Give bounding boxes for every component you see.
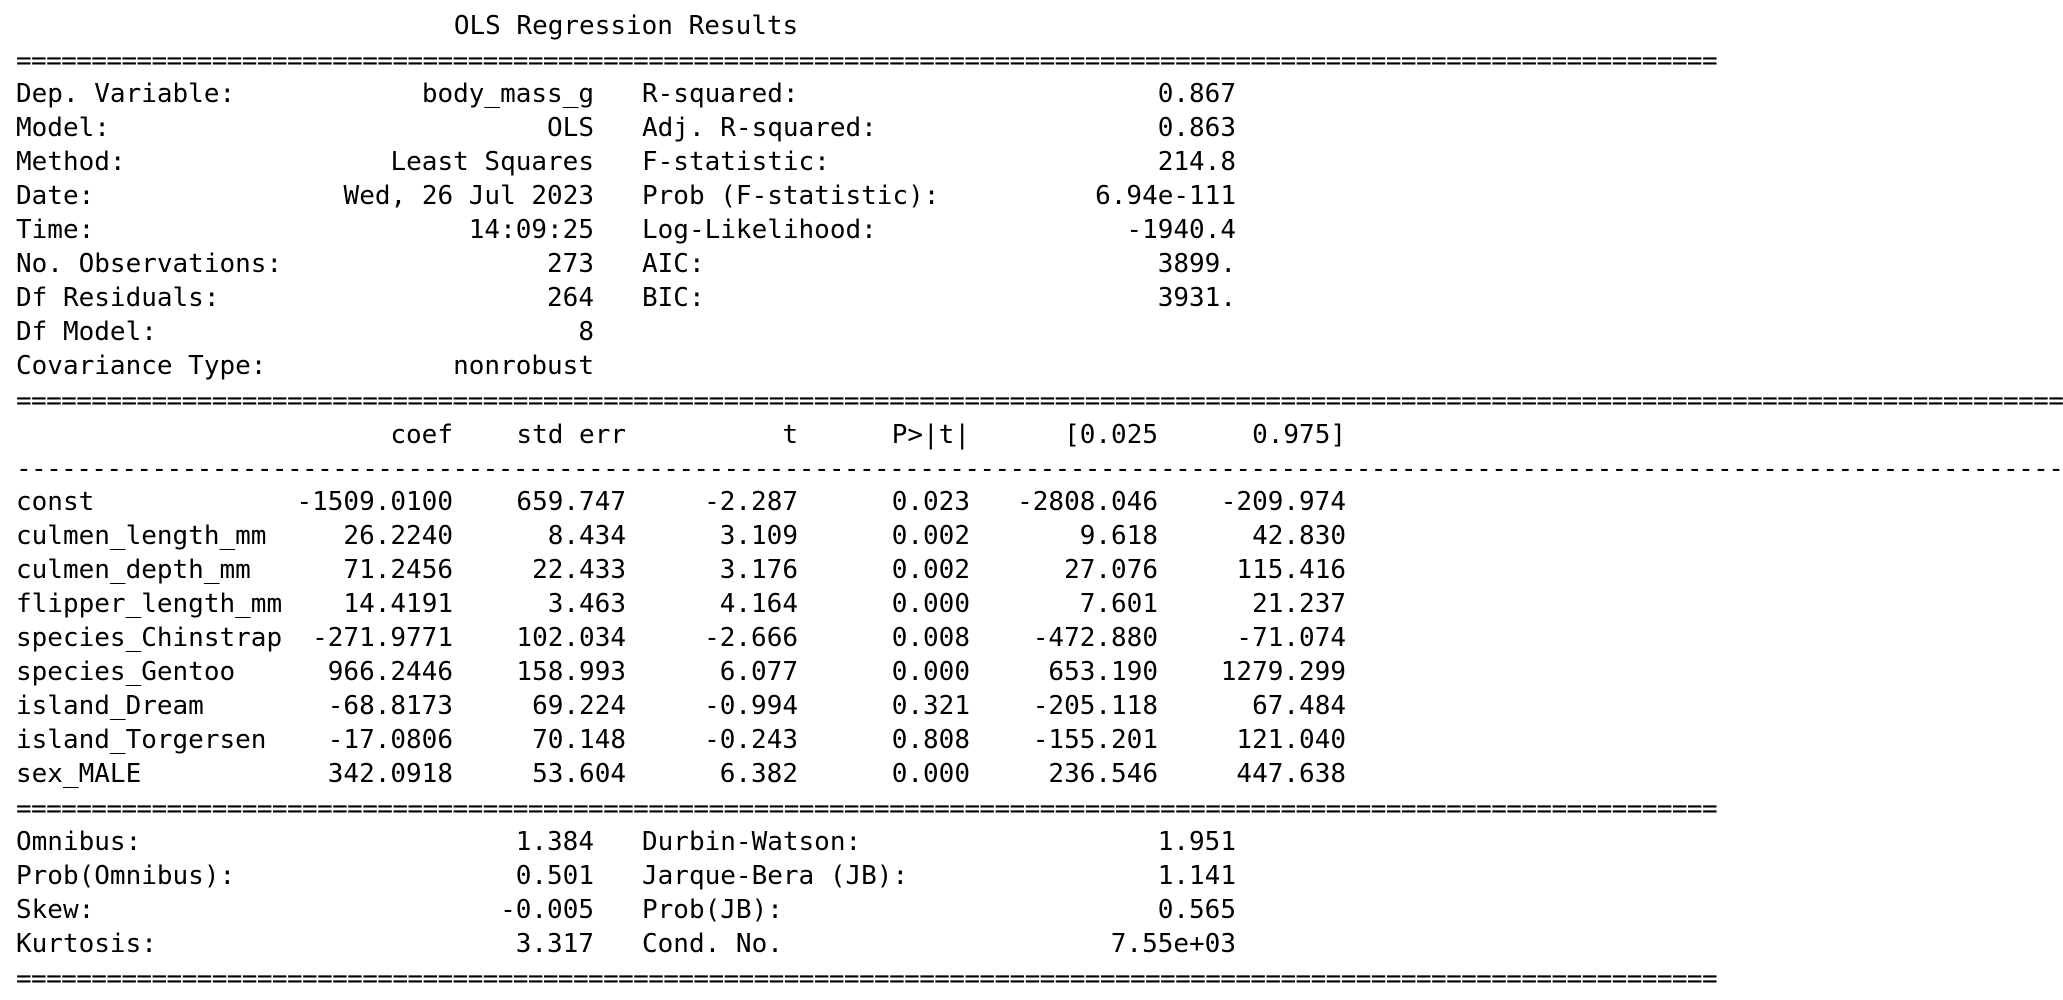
double-rule-diagnostics: ================================================================================================================= [16,794,1718,824]
std-err-value: 659.747 [516,487,626,517]
ci-low-value: -2808.046 [1017,487,1158,517]
std-err-value: 53.604 [532,759,626,789]
model-summary-value-2: 0.867 [1157,79,1236,109]
model-summary-value: OLS [547,113,594,143]
diagnostic-label: Skew: [16,895,95,925]
model-summary-label-2: R-squared: [642,79,799,109]
diagnostic-label: Kurtosis: [16,929,157,959]
model-summary-value: Least Squares [390,147,594,177]
double-rule-bottom: ================================================================================================================= [16,964,1718,994]
diagnostic-value-2: 1.951 [1157,827,1236,857]
t-value: -0.994 [704,691,798,721]
model-summary-label-2: Log-Likelihood: [642,215,877,245]
model-summary-value-2: 3931. [1157,283,1236,313]
ci-high-value: 447.638 [1236,759,1346,789]
model-summary-label: Method: [16,147,126,177]
diagnostic-label: Omnibus: [16,827,142,857]
t-value: 3.176 [719,555,798,585]
variable-name: const [16,487,95,517]
t-value: 3.109 [719,521,798,551]
coef-value: -68.8173 [327,691,453,721]
model-summary-value: 14:09:25 [468,215,594,245]
model-summary-label-2: Adj. R-squared: [642,113,877,143]
variable-name: species_Gentoo [16,657,236,687]
std-err-header: std err [516,420,626,450]
diagnostic-label-2: Prob(JB): [642,895,783,925]
ci-high-value: 21.237 [1252,589,1346,619]
diagnostic-value-2: 7.55e+03 [1110,929,1236,959]
p-value: 0.008 [891,623,970,653]
model-summary-label: No. Observations: [16,249,283,279]
ci-low-header: [0.025 [1064,420,1158,450]
model-summary-label: Df Model: [16,317,157,347]
single-rule-coef: ---------------------------------------------------------------------------------------------------------------------------------------- [16,454,2063,484]
t-value: 6.077 [719,657,798,687]
p-value: 0.000 [891,759,970,789]
t-header: t [782,420,798,450]
ci-low-value: 7.601 [1079,589,1158,619]
std-err-value: 102.034 [516,623,626,653]
diagnostic-value: 1.384 [515,827,594,857]
model-summary-label: Dep. Variable: [16,79,236,109]
variable-name: species_Chinstrap [16,623,283,653]
double-rule-top: ================================================================================================================= [16,46,1718,76]
coef-value: 14.4191 [343,589,453,619]
model-summary-value-2: 214.8 [1157,147,1236,177]
p-value-header: P>|t| [891,420,970,450]
ci-high-value: -209.974 [1220,487,1346,517]
model-summary-label: Df Residuals: [16,283,220,313]
variable-name: island_Dream [16,691,204,721]
model-summary-label-2: AIC: [642,249,705,279]
ci-high-value: -71.074 [1236,623,1346,653]
model-summary-label: Date: [16,181,95,211]
p-value: 0.002 [891,521,970,551]
coef-value: 26.2240 [343,521,453,551]
ci-high-value: 115.416 [1236,555,1346,585]
model-summary-value: 264 [547,283,594,313]
t-value: 6.382 [719,759,798,789]
ci-low-value: -155.201 [1032,725,1158,755]
std-err-value: 158.993 [516,657,626,687]
ci-high-value: 42.830 [1252,521,1346,551]
variable-name: culmen_length_mm [16,521,267,551]
ci-low-value: -472.880 [1032,623,1158,653]
diagnostic-value-2: 1.141 [1157,861,1236,891]
model-summary-value: 273 [547,249,594,279]
diagnostic-label-2: Durbin-Watson: [642,827,862,857]
diagnostic-value: -0.005 [500,895,594,925]
model-summary-label-2: F-statistic: [642,147,830,177]
ci-high-value: 1279.299 [1220,657,1346,687]
diagnostic-value-2: 0.565 [1157,895,1236,925]
t-value: -0.243 [704,725,798,755]
model-summary-value-2: 6.94e-111 [1095,181,1236,211]
p-value: 0.321 [891,691,970,721]
std-err-value: 8.434 [547,521,626,551]
p-value: 0.808 [891,725,970,755]
model-summary-label: Model: [16,113,110,143]
model-summary-label-2: Prob (F-statistic): [642,181,940,211]
model-summary-label-2: BIC: [642,283,705,313]
diagnostic-value: 3.317 [515,929,594,959]
ci-high-value: 67.484 [1252,691,1346,721]
t-value: -2.666 [704,623,798,653]
ci-high-header: 0.975] [1252,420,1346,450]
t-value: 4.164 [719,589,798,619]
page-title: OLS Regression Results [453,11,799,41]
coef-value: 966.2446 [327,657,453,687]
coef-value: -17.0806 [327,725,453,755]
coef-header-row [16,418,1346,452]
model-summary-value-2: -1940.4 [1126,215,1236,245]
coef-value: -1509.0100 [296,487,453,517]
coef-value: 71.2456 [343,555,453,585]
coef-header: coef [390,420,453,450]
p-value: 0.000 [891,589,970,619]
diagnostic-label-2: Cond. No. [642,929,783,959]
ci-low-value: -205.118 [1032,691,1158,721]
model-summary-label: Covariance Type: [16,351,267,381]
ci-low-value: 9.618 [1079,521,1158,551]
std-err-value: 3.463 [547,589,626,619]
variable-name: culmen_depth_mm [16,555,251,585]
std-err-value: 22.433 [532,555,626,585]
variable-name: flipper_length_mm [16,589,283,619]
ci-low-value: 27.076 [1064,555,1158,585]
model-summary-value: Wed, 26 Jul 2023 [343,181,594,211]
model-summary-value: body_mass_g [421,79,594,109]
model-summary-value: nonrobust [453,351,594,381]
model-summary-label: Time: [16,215,95,245]
p-value: 0.023 [891,487,970,517]
ci-low-value: 653.190 [1048,657,1158,687]
diagnostic-label: Prob(Omnibus): [16,861,236,891]
std-err-value: 70.148 [532,725,626,755]
diagnostic-value: 0.501 [515,861,594,891]
model-summary-value: 8 [578,317,594,347]
ci-high-value: 121.040 [1236,725,1346,755]
diagnostic-label-2: Jarque-Bera (JB): [642,861,909,891]
double-rule-coef-top: ======================================================================================================================================== [16,386,2063,416]
p-value: 0.002 [891,555,970,585]
model-summary-value-2: 0.863 [1157,113,1236,143]
p-value: 0.000 [891,657,970,687]
t-value: -2.287 [704,487,798,517]
coef-value: 342.0918 [327,759,453,789]
variable-name: island_Torgersen [16,725,267,755]
variable-name: sex_MALE [16,759,142,789]
model-summary-value-2: 3899. [1157,249,1236,279]
ci-low-value: 236.546 [1048,759,1158,789]
std-err-value: 69.224 [532,691,626,721]
coef-value: -271.9771 [312,623,453,653]
